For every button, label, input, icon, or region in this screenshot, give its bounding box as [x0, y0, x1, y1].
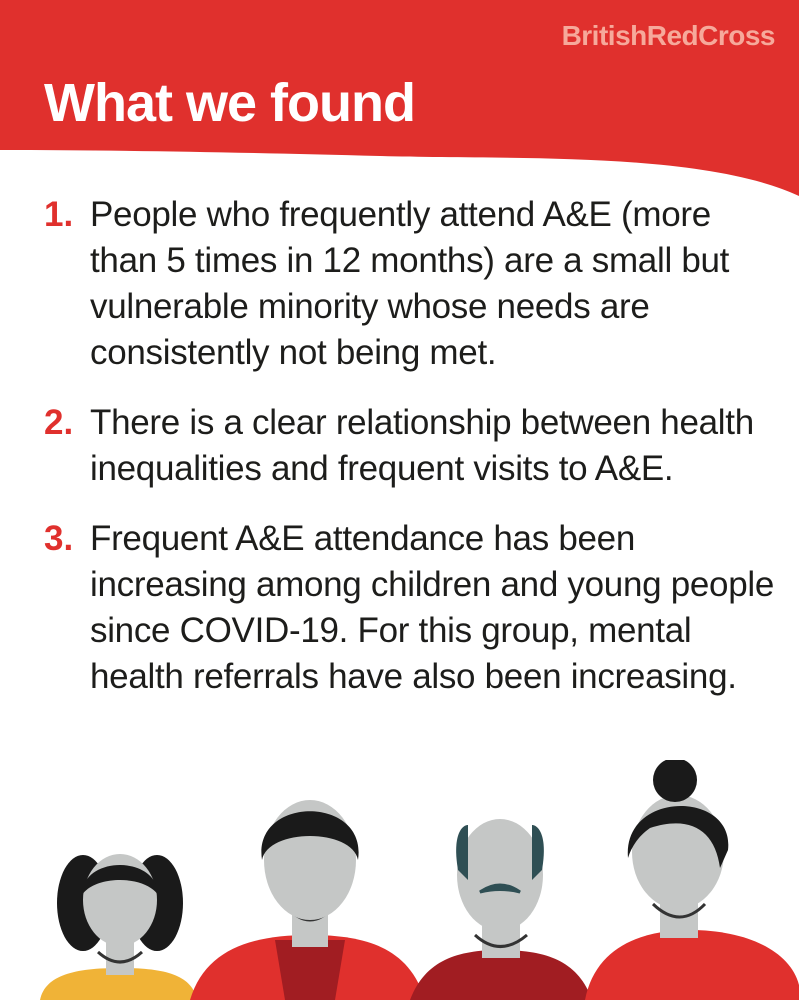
- finding-item-1: [44, 192, 774, 376]
- finding-number: 2.: [44, 403, 74, 442]
- page-title: What we found: [44, 73, 415, 133]
- woman-figure: [585, 760, 799, 1000]
- young-man-figure: [190, 800, 425, 1000]
- finding-item-3: [44, 516, 774, 700]
- findings-list: [44, 192, 774, 724]
- finding-text: Frequent A&E attendance has been increasing among children and young people since COVID-19. For this group, mental health referrals have also been increasing.: [90, 519, 774, 696]
- finding-number: 3.: [44, 519, 74, 558]
- finding-number: 1.: [44, 195, 74, 234]
- finding-text: People who frequently attend A&E (more than 5 times in 12 months) are a small but vulnerable minority whose needs are consistently not being met.: [90, 195, 730, 372]
- british-red-cross-logo: BritishRedCross: [561, 20, 775, 51]
- finding-item-2: [44, 400, 774, 492]
- girl-figure: [40, 854, 197, 1000]
- people-illustration: [0, 760, 799, 1000]
- finding-text: There is a clear relationship between health inequalities and frequent visits to A&E.: [90, 403, 754, 488]
- older-man-figure: [410, 819, 592, 1000]
